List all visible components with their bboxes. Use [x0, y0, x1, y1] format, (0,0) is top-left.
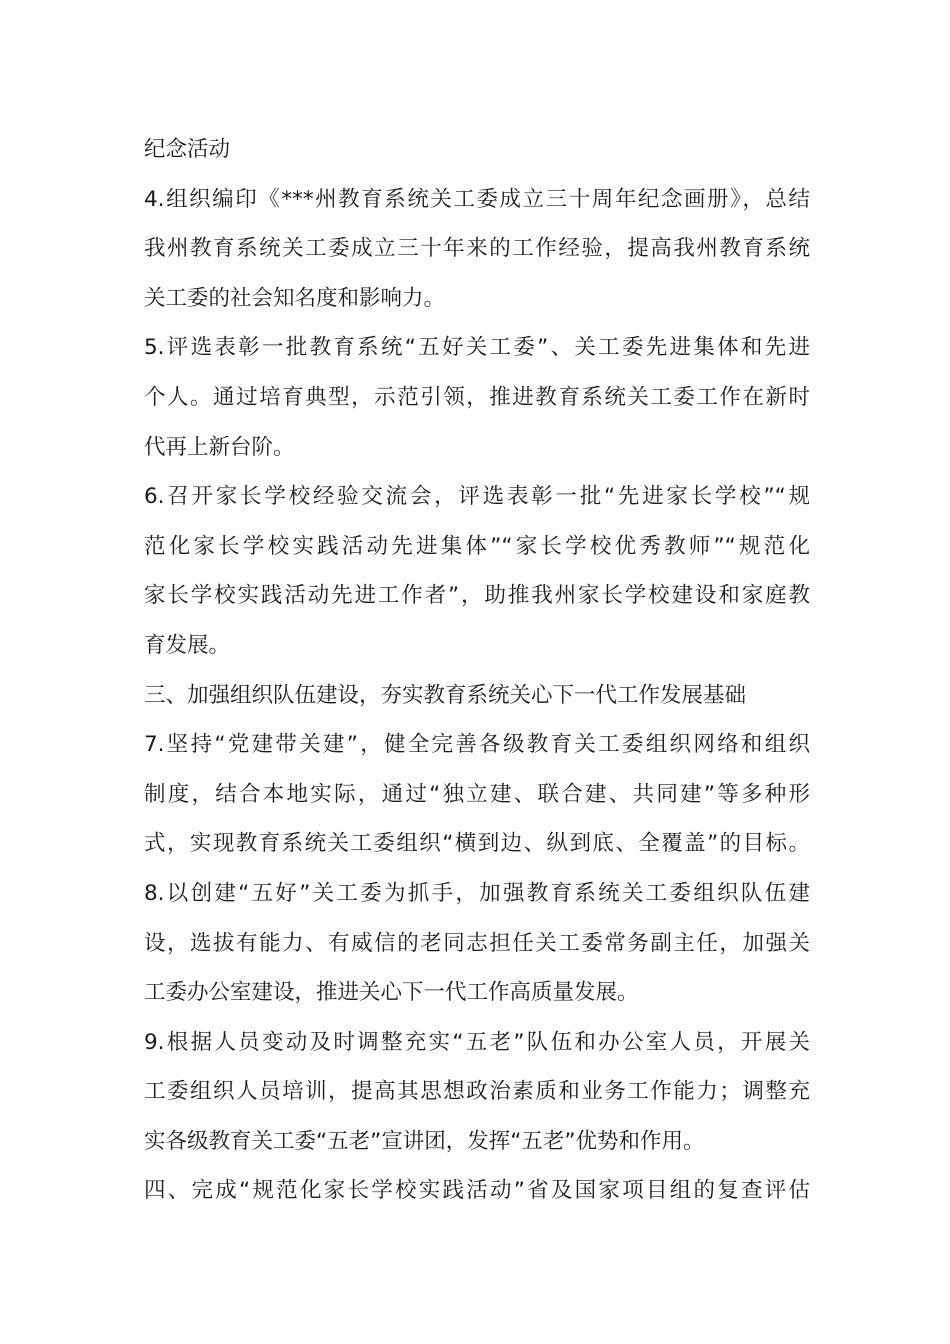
text-line: 范化家长学校实践活动先进集体”“家长学校优秀教师”“规范化	[144, 533, 810, 559]
text-line: 我州教育系统关工委成立三十年来的工作经验，提高我州教育系统	[144, 236, 810, 262]
text-line: 实各级教育关工委“五老”宣讲团，发挥“五老”优势和作用。	[144, 1128, 705, 1154]
section-heading: 三、加强组织队伍建设，夯实教育系统关心下一代工作发展基础	[144, 682, 747, 708]
text-line: 代再上新台阶。	[144, 434, 295, 460]
text-line: 式，实现教育系统关工委组织“横到边、纵到底、全覆盖”的目标。	[144, 831, 810, 857]
section-heading: 四、完成“规范化家长学校实践活动”省及国家项目组的复查评估	[144, 1178, 810, 1204]
text-line: 4.组织编印《***州教育系统关工委成立三十周年纪念画册》，总结	[144, 186, 810, 212]
text-line: 制度，结合本地实际，通过“独立建、联合建、共同建”等多种形	[144, 781, 810, 807]
text-line: 育发展。	[144, 632, 231, 658]
text-line: 6.召开家长学校经验交流会，评选表彰一批“先进家长学校”“规	[144, 484, 810, 510]
text-line: 工委组织人员培训，提高其思想政治素质和业务工作能力；调整充	[144, 1079, 810, 1105]
text-line: 纪念活动	[144, 137, 231, 162]
text-line: 9.根据人员变动及时调整充实“五老”队伍和办公室人员，开展关	[144, 1029, 810, 1055]
text-line: 工委办公室建设，推进关心下一代工作高质量发展。	[144, 980, 639, 1006]
text-line: 8.以创建“五好”关工委为抓手，加强教育系统关工委组织队伍建	[144, 880, 810, 906]
text-line: 个人。通过培育典型，示范引领，推进教育系统关工委工作在新时	[144, 384, 810, 410]
text-line: 家长学校实践活动先进工作者”，助推我州家长学校建设和家庭教	[144, 583, 810, 609]
body-text	[144, 128, 810, 1219]
text-line: 关工委的社会知名度和影响力。	[144, 285, 446, 311]
text-line: 7.坚持“党建带关建”，健全完善各级教育关工委组织网络和组织	[144, 732, 810, 758]
text-line: 设，选拔有能力、有威信的老同志担任关工委常务副主任，加强关	[144, 930, 810, 956]
text-line: 5.评选表彰一批教育系统“五好关工委”、关工委先进集体和先进	[144, 335, 810, 361]
